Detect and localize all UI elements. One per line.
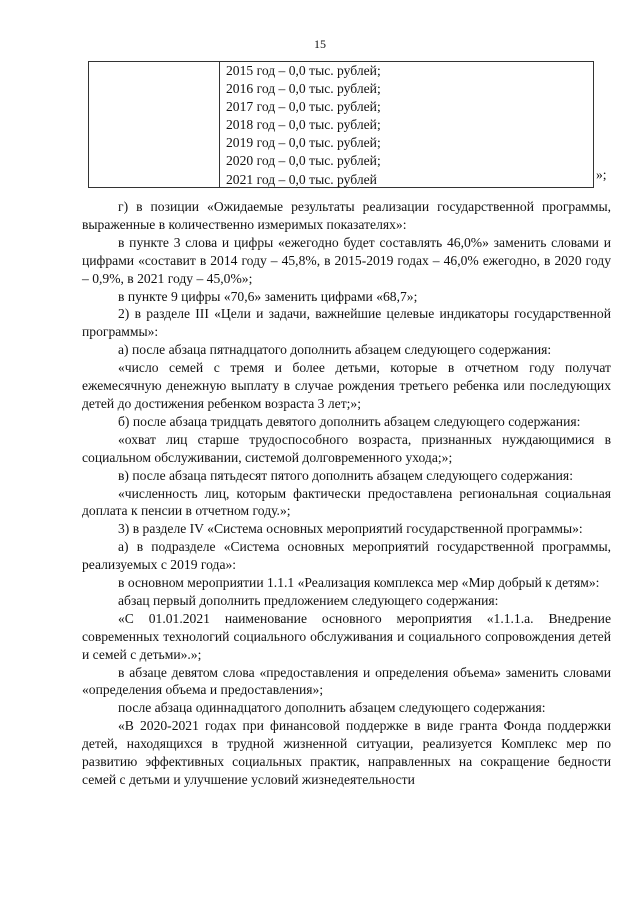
- paragraph: в) после абзаца пятьдесят пятого дополнить абзацем следующего содержания:: [118, 467, 573, 483]
- table-column-divider: [219, 62, 220, 187]
- funding-line-2017: 2017 год – 0,0 тыс. рублей;: [226, 99, 381, 115]
- funding-line-2020: 2020 год – 0,0 тыс. рублей;: [226, 153, 381, 169]
- paragraph: а) в подразделе «Система основных мероприятий государственной программы, реализуемых с 2019 года»:: [82, 539, 611, 573]
- paragraph: после абзаца одиннадцатого дополнить абзацем следующего содержания:: [118, 700, 546, 716]
- paragraph: б) после абзаца тридцать девятого дополнить абзацем следующего содержания:: [118, 413, 581, 429]
- paragraph: «С 01.01.2021 наименование основного мероприятия «1.1.1.а. Внедрение современных технологий социального обслуживания и социального сопровождения детей и семей с детьми».»;: [82, 610, 611, 662]
- paragraph: в пункте 9 цифры «70,6» заменить цифрами «68,7»;: [118, 288, 418, 304]
- paragraph: 2) в разделе III «Цели и задачи, важнейшие целевые индикаторы государственной программы»:: [82, 306, 611, 340]
- paragraph: «охват лиц старше трудоспособного возраста, признанных нуждающимися в социальном обслуживании, системой долговременного ухода;»;: [82, 431, 611, 465]
- paragraph: «число семей с тремя и более детьми, которые в отчетном году получат ежемесячную денежную выплату в случае рождения третьего ребенка или последующих детей до достижения ребенком возраста 3 лет;»;: [82, 360, 611, 411]
- paragraph: в пункте 3 слова и цифры «ежегодно будет составлять 46,0%» заменить словами и цифрами «составит в 2014 году – 45,8%, в 2015-2019 годах – 46,0% ежегодно, в 2020 году – 0,9%, в 2021 году – 45,0%»;: [82, 234, 611, 286]
- funding-line-2016: 2016 год – 0,0 тыс. рублей;: [226, 81, 381, 97]
- paragraph: г) в позиции «Ожидаемые результаты реализации государственной программы, выраженные в количественно измеримых показателях»:: [82, 199, 611, 232]
- funding-line-2021: 2021 год – 0,0 тыс. рублей: [226, 171, 377, 187]
- funding-line-2019: 2019 год – 0,0 тыс. рублей;: [226, 135, 381, 151]
- paragraph: абзац первый дополнить предложением следующего содержания:: [118, 592, 499, 608]
- funding-table-cell: [88, 61, 594, 188]
- funding-line-2015: 2015 год – 0,0 тыс. рублей;: [226, 63, 381, 78]
- paragraph: в основном мероприятии 1.1.1 «Реализация комплекса мер «Мир добрый к детям»:: [118, 575, 600, 591]
- paragraph: 3) в разделе IV «Система основных мероприятий государственной программы»:: [118, 521, 583, 537]
- paragraph: а) после абзаца пятнадцатого дополнить абзацем следующего содержания:: [118, 342, 552, 358]
- funding-lines: [226, 62, 381, 189]
- funding-line-2018: 2018 год – 0,0 тыс. рублей;: [226, 117, 381, 133]
- paragraph: «В 2020-2021 годах при финансовой поддержке в виде гранта Фонда поддержки детей, находящихся в трудной жизненной ситуации, реализуется Комплекс мер по развитию эффективных социальных практик, направленных на сокращение бедности семей с детьми и улучшение условий жизнедеятельности: [82, 718, 611, 787]
- document-body: [82, 198, 611, 789]
- table-closing-quote: »;: [596, 167, 607, 182]
- paragraph: «численность лиц, которым фактически предоставлена региональная социальная доплата к пенсии в отчетном году.»;: [82, 485, 611, 519]
- paragraph: в абзаце девятом слова «предоставления и определения объема» заменить словами «определения объема и предоставления»;: [82, 664, 611, 698]
- page-number: 15: [314, 37, 326, 51]
